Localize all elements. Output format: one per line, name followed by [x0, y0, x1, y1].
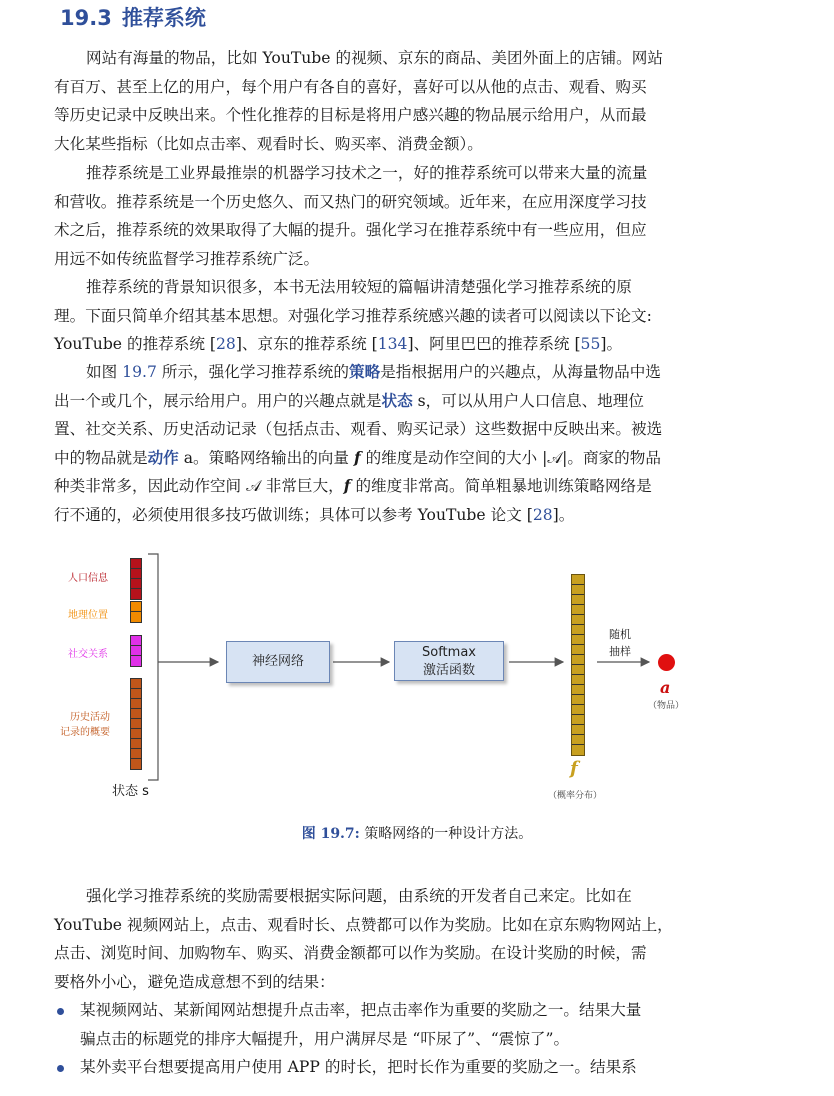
vector-cell	[572, 745, 584, 755]
text-line: 骗点击的标题党的排序大幅提升，用户满屏尽是 “吓尿了”、“震惊了”。	[80, 1029, 570, 1048]
text-run: 种类非常多，因此动作空间 𝒜 非常巨大，	[54, 477, 344, 495]
text-run: a。策略网络输出的向量	[178, 448, 354, 467]
bullet-dot-icon	[57, 1008, 64, 1015]
paragraph-5	[54, 882, 697, 996]
section-number: 19.3	[60, 6, 112, 30]
text-line: 术之后，推荐系统的效果取得了大幅的提升。强化学习在推荐系统中有一些应用，但应	[54, 221, 647, 239]
text-line: 理。下面只简单介绍其基本思想。对强化学习推荐系统感兴趣的读者可以阅读以下论文:	[54, 306, 652, 325]
text-line: 网站有海量的物品，比如 YouTube 的视频、京东的商品、美团外面上的店铺。网站	[86, 49, 663, 67]
text-run: ]、京东的推荐系统 [	[235, 335, 378, 353]
paragraph-3	[54, 273, 697, 359]
text-line: 推荐系统的背景知识很多，本书无法用较短的篇幅讲清楚强化学习推荐系统的原	[86, 278, 632, 296]
vector-cell	[572, 655, 584, 665]
text-line	[54, 358, 697, 387]
input-label-social: 社交关系	[68, 649, 108, 660]
neural-network-box: 神经网络	[226, 641, 330, 683]
text-line: 置、社交关系、历史活动记录（包括点击、观看、购买记录）这些数据中反映出来。被选	[54, 420, 663, 438]
vector-cell	[572, 685, 584, 695]
vector-cell	[572, 595, 584, 605]
citation-link[interactable]: 28	[216, 335, 236, 353]
bullet-item	[80, 1053, 698, 1082]
text-line: 点击、浏览时间、加购物车、购买、消费金额都可以作为奖励。在设计奖励的时候，需	[54, 944, 647, 962]
text-line	[54, 444, 697, 473]
text-line: 推荐系统是工业界最推崇的机器学习技术之一，好的推荐系统可以带来大量的流量	[86, 164, 648, 182]
figure-ref-link[interactable]: 19.7	[122, 363, 157, 381]
text-run: 的维度非常高。简单粗暴地训练策略网络是	[350, 477, 652, 495]
output-vector-f	[571, 574, 585, 756]
text-run: 的维度是动作空间的大小 |𝒜|。商家的物品	[360, 448, 661, 467]
math-f: f	[353, 447, 361, 467]
text-line: 大化某些指标（比如点击率、观看时长、购买率、消费金额）。	[54, 134, 483, 153]
softmax-sublabel: 激活函数	[422, 663, 475, 678]
text-run: 中的物品就是	[54, 448, 148, 467]
input-label-location: 地理位置	[68, 610, 108, 621]
text-line	[54, 330, 697, 359]
text-line	[54, 387, 697, 416]
text-line: 某视频网站、某新闻网站想提升点击率，把点击率作为重要的奖励之一。结果大量	[80, 1001, 642, 1019]
text-run: s，可以从用户人口信息、地理位	[412, 391, 644, 410]
sample-label-1: 随机	[609, 628, 631, 641]
vector-cell	[572, 615, 584, 625]
citation-link[interactable]: 55	[580, 335, 601, 353]
text-run: 出一个或几个，展示给用户。用户的兴趣点就是	[54, 391, 382, 410]
figure-caption	[0, 823, 834, 843]
vector-cell	[572, 725, 584, 735]
state-label: 状态 s	[112, 784, 149, 799]
paragraph-4	[54, 358, 697, 529]
text-run: ]。	[600, 335, 623, 353]
state-bracket	[148, 554, 158, 780]
input-label-history: 历史活动	[70, 712, 110, 723]
vector-cell	[572, 635, 584, 645]
figure-caption-label: 图 19.7:	[301, 826, 360, 842]
text-line: 有百万、甚至上亿的用户，每个用户有各自的喜好，喜好可以从他的点击、观看、购买	[54, 77, 647, 96]
item-dot	[658, 654, 675, 671]
section-heading	[60, 2, 206, 32]
term-policy: 策略	[348, 362, 381, 381]
vector-cell	[572, 625, 584, 635]
paragraph-2	[54, 159, 697, 273]
vector-cell	[572, 735, 584, 745]
citation-link[interactable]: 134	[377, 335, 408, 353]
vector-cell	[572, 665, 584, 675]
text-run: ]、阿里巴巴的推荐系统 [	[407, 335, 581, 353]
input-label-history-2: 记录的概要	[60, 727, 110, 738]
sample-label-2: 抽样	[609, 645, 631, 658]
paragraph-1	[54, 44, 697, 158]
text-line: 要格外小心，避免造成意想不到的结果：	[54, 972, 335, 991]
text-run: ]。	[552, 505, 575, 524]
section-title: 推荐系统	[121, 6, 206, 30]
text-line	[54, 472, 697, 501]
vector-cell	[572, 605, 584, 615]
vector-cell	[572, 675, 584, 685]
softmax-box	[394, 641, 504, 681]
citation-link[interactable]: 28	[532, 505, 553, 524]
text-run: YouTube 的推荐系统 [	[54, 335, 216, 353]
text-line: 用远不如传统监督学习推荐系统广泛。	[54, 249, 320, 268]
a-caption: （物品）	[648, 701, 685, 711]
text-line: 等历史记录中反映出来。个性化推荐的目标是将用户感兴趣的物品展示给用户，从而最	[54, 106, 647, 124]
text-line: 强化学习推荐系统的奖励需要根据实际问题，由系统的开发者自己来定。比如在	[86, 887, 632, 905]
softmax-label: Softmax	[422, 645, 476, 660]
text-run: 如图	[86, 363, 123, 381]
figure-caption-text: 策略网络的一种设计方法。	[364, 826, 533, 842]
vector-cell	[572, 575, 584, 585]
text-run: 行不通的，必须使用很多技巧做训练；具体可以参考 YouTube 论文 [	[54, 505, 533, 524]
text-run: 所示，强化学习推荐系统的	[156, 363, 349, 381]
vector-cell	[572, 645, 584, 655]
vector-cell	[572, 585, 584, 595]
vector-cell	[572, 705, 584, 715]
f-caption: （概率分布）	[548, 791, 603, 801]
vector-cell	[572, 695, 584, 705]
term-action: 动作	[147, 447, 179, 467]
a-symbol: a	[660, 678, 671, 697]
bullet-dot-icon	[57, 1065, 64, 1072]
vector-cell	[572, 715, 584, 725]
bullet-item	[80, 996, 698, 1053]
text-line: YouTube 视频网站上，点击、观看时长、点赞都可以作为奖励。比如在京东购物网站上，	[54, 915, 673, 934]
text-line	[54, 501, 697, 530]
text-line: 某外卖平台想要提高用户使用 APP 的时长，把时长作为重要的奖励之一。结果系	[80, 1058, 637, 1076]
term-state: 状态	[381, 390, 413, 410]
math-f: f	[343, 476, 351, 495]
f-symbol: f	[570, 758, 578, 779]
input-label-demographics: 人口信息	[68, 573, 108, 584]
text-run: 是指根据用户的兴趣点，从海量物品中选	[380, 363, 661, 381]
policy-network-figure	[0, 540, 834, 810]
text-line: 和营收。推荐系统是一个历史悠久、而又热门的研究领域。近年来，在应用深度学习技	[54, 192, 647, 211]
